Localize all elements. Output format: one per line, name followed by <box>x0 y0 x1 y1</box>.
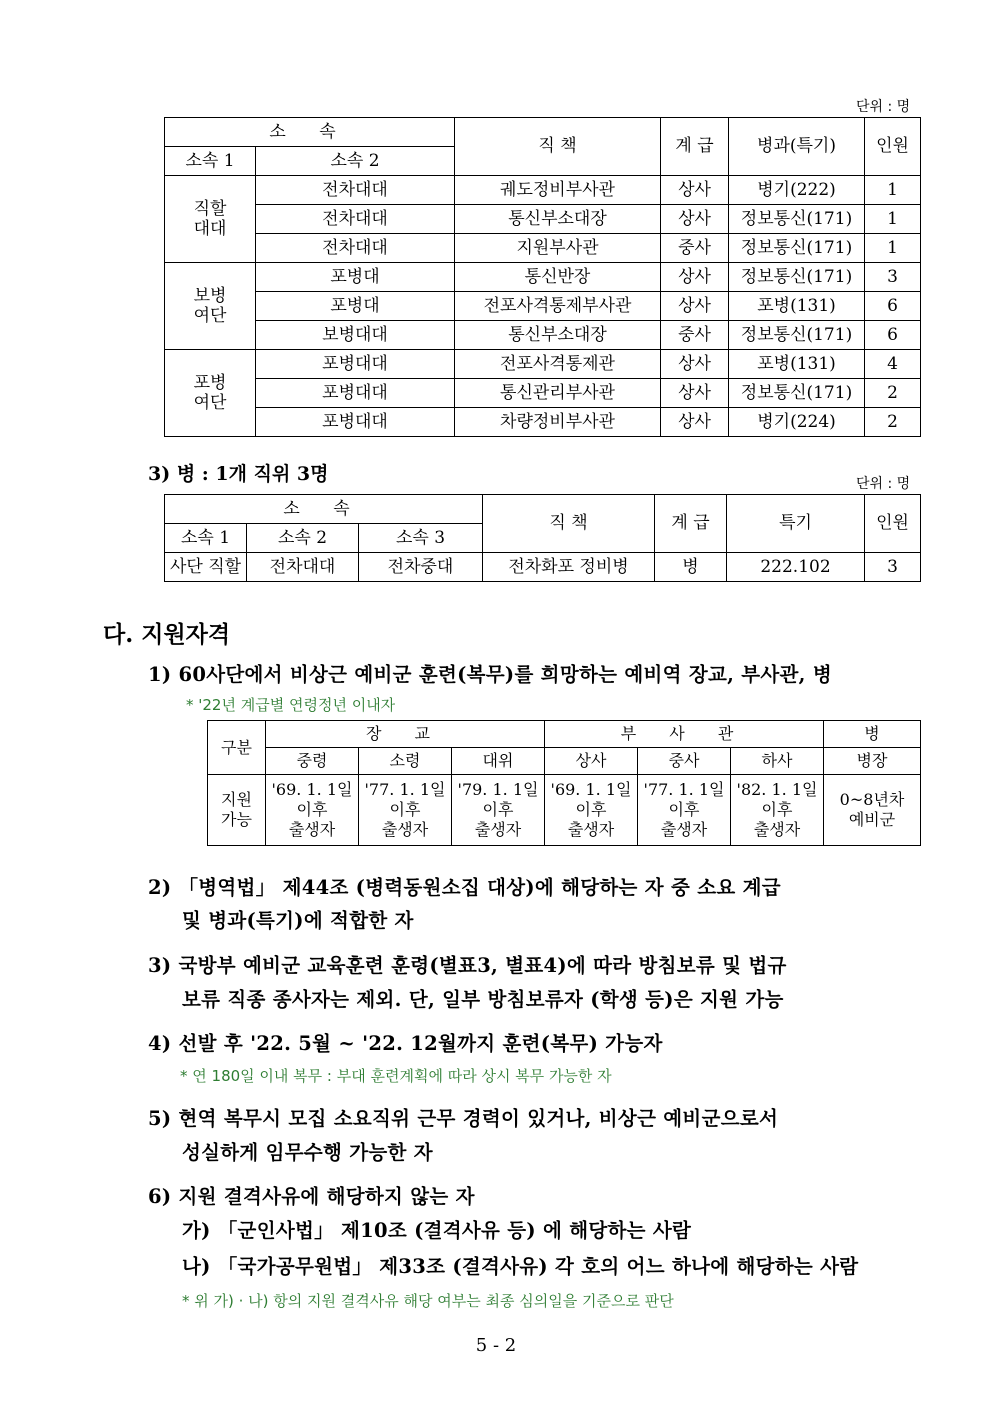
item-2-line-2: 및 병과(특기)에 적합한 자 <box>182 909 414 932</box>
cell-aff1: 사단 직할 <box>165 553 247 582</box>
header-enlisted: 병 <box>824 721 921 748</box>
item-3-line-2: 보류 직종 종사자는 제외. 단, 일부 방침보류자 (학생 등)은 지원 가능 <box>182 988 784 1011</box>
header-affiliation: 소 속 <box>165 495 483 524</box>
eligibility-table <box>207 720 921 846</box>
group-name: 직할 대대 <box>165 176 256 263</box>
rank-header: 상사 <box>545 748 638 775</box>
header-specialty: 특기 <box>727 495 865 553</box>
table-row <box>165 176 921 205</box>
note-6: * 위 가) · 나) 항의 지원 결격사유 해당 여부는 최종 심의일을 기준으로 판단 <box>182 1292 674 1310</box>
eligibility-cell: '69. 1. 1일 이후 출생자 <box>266 775 359 846</box>
row-label: 지원 가능 <box>208 775 266 846</box>
cell-rank: 상사 <box>661 205 729 234</box>
unit-label: 단위 : 명 <box>856 99 911 115</box>
unit-label: 단위 : 명 <box>856 476 911 492</box>
cell-branch: 정보통신(171) <box>729 234 865 263</box>
header-affiliation: 소 속 <box>165 118 455 147</box>
cell-duty: 지원부사관 <box>455 234 661 263</box>
enlisted-positions-table <box>164 494 921 582</box>
table-row <box>165 379 921 408</box>
header-aff1: 소속 1 <box>165 524 247 553</box>
rank-header: 중령 <box>266 748 359 775</box>
table-row <box>165 205 921 234</box>
group-name: 포병 여단 <box>165 350 256 437</box>
cell-rank: 상사 <box>661 292 729 321</box>
cell-branch: 정보통신(171) <box>729 263 865 292</box>
cell-rank: 병 <box>655 553 727 582</box>
header-aff1: 소속 1 <box>165 147 256 176</box>
cell-count: 3 <box>865 553 921 582</box>
cell-aff2: 포병대 <box>256 292 455 321</box>
cell-duty: 전차화포 정비병 <box>483 553 655 582</box>
eligibility-cell: '77. 1. 1일 이후 출생자 <box>638 775 731 846</box>
cell-rank: 상사 <box>661 350 729 379</box>
cell-duty: 차량정비부사관 <box>455 408 661 437</box>
section-da-heading: 다. 지원자격 <box>103 621 231 648</box>
eligibility-cell: '82. 1. 1일 이후 출생자 <box>731 775 824 846</box>
cell-aff2: 보병대대 <box>256 321 455 350</box>
cell-rank: 중사 <box>661 321 729 350</box>
header-aff3: 소속 3 <box>359 524 483 553</box>
cell-aff2: 전차대대 <box>256 205 455 234</box>
cell-count: 1 <box>865 234 921 263</box>
cell-aff2: 전차대대 <box>256 176 455 205</box>
cell-count: 1 <box>865 205 921 234</box>
item-6: 6) 지원 결격사유에 해당하지 않는 자 <box>148 1185 475 1208</box>
rank-header: 병장 <box>824 748 921 775</box>
rank-header: 대위 <box>452 748 545 775</box>
table-row <box>165 321 921 350</box>
header-aff2: 소속 2 <box>247 524 359 553</box>
cell-rank: 상사 <box>661 176 729 205</box>
cell-count: 6 <box>865 321 921 350</box>
cell-duty: 전포사격통제부사관 <box>455 292 661 321</box>
header-branch: 병과(특기) <box>729 118 865 176</box>
cell-rank: 상사 <box>661 379 729 408</box>
header-aff2: 소속 2 <box>256 147 455 176</box>
table-row <box>165 234 921 263</box>
cell-count: 3 <box>865 263 921 292</box>
eligibility-cell: '77. 1. 1일 이후 출생자 <box>359 775 452 846</box>
header-count: 인원 <box>865 495 921 553</box>
header-count: 인원 <box>865 118 921 176</box>
rank-header: 소령 <box>359 748 452 775</box>
cell-aff2: 포병대대 <box>256 379 455 408</box>
item-5-line-1: 5) 현역 복무시 모집 소요직위 근무 경력이 있거나, 비상근 예비군으로서 <box>148 1107 779 1130</box>
cell-count: 2 <box>865 379 921 408</box>
nco-positions-table <box>164 117 921 437</box>
cell-duty: 전포사격통제관 <box>455 350 661 379</box>
header-rank: 계 급 <box>655 495 727 553</box>
rank-header: 하사 <box>731 748 824 775</box>
cell-aff2: 전차대대 <box>247 553 359 582</box>
header-division: 구분 <box>208 721 266 775</box>
note-1: * '22년 계급별 연령정년 이내자 <box>186 696 396 714</box>
table-row <box>165 408 921 437</box>
eligibility-cell: '69. 1. 1일 이후 출생자 <box>545 775 638 846</box>
cell-branch: 포병(131) <box>729 292 865 321</box>
cell-rank: 상사 <box>661 263 729 292</box>
cell-branch: 병기(222) <box>729 176 865 205</box>
item-1: 1) 60사단에서 비상근 예비군 훈련(복무)를 희망하는 예비역 장교, 부사관, 병 <box>148 663 832 686</box>
rank-header: 중사 <box>638 748 731 775</box>
header-duty: 직 책 <box>455 118 661 176</box>
item-5-line-2: 성실하게 임무수행 가능한 자 <box>182 1141 433 1164</box>
cell-duty: 통신부소대장 <box>455 321 661 350</box>
cell-aff2: 전차대대 <box>256 234 455 263</box>
section-3-title: 3) 병 : 1개 직위 3명 <box>148 463 329 485</box>
header-officer: 장 교 <box>266 721 545 748</box>
header-nco: 부 사 관 <box>545 721 824 748</box>
group-name: 보병 여단 <box>165 263 256 350</box>
cell-aff2: 포병대대 <box>256 408 455 437</box>
table-row <box>165 292 921 321</box>
cell-count: 1 <box>865 176 921 205</box>
page-number: 5 - 2 <box>475 1335 517 1356</box>
cell-count: 4 <box>865 350 921 379</box>
cell-branch: 병기(224) <box>729 408 865 437</box>
cell-duty: 궤도정비부사관 <box>455 176 661 205</box>
header-rank: 계 급 <box>661 118 729 176</box>
cell-duty: 통신반장 <box>455 263 661 292</box>
cell-rank: 상사 <box>661 408 729 437</box>
cell-count: 2 <box>865 408 921 437</box>
cell-branch: 정보통신(171) <box>729 321 865 350</box>
eligibility-cell: '79. 1. 1일 이후 출생자 <box>452 775 545 846</box>
item-2-line-1: 2) 「병역법」 제44조 (병력동원소집 대상)에 해당하는 자 중 소요 계급 <box>148 876 781 899</box>
table-row <box>165 263 921 292</box>
cell-aff2: 포병대 <box>256 263 455 292</box>
cell-duty: 통신부소대장 <box>455 205 661 234</box>
cell-duty: 통신관리부사관 <box>455 379 661 408</box>
cell-count: 6 <box>865 292 921 321</box>
note-4: * 연 180일 이내 복무 : 부대 훈련계획에 따라 상시 복무 가능한 자 <box>180 1067 612 1085</box>
eligibility-cell-enlisted: 0~8년차 예비군 <box>824 775 921 846</box>
cell-branch: 정보통신(171) <box>729 205 865 234</box>
table-row <box>165 350 921 379</box>
table-row <box>165 553 921 582</box>
header-duty: 직 책 <box>483 495 655 553</box>
cell-rank: 중사 <box>661 234 729 263</box>
cell-specialty: 222.102 <box>727 553 865 582</box>
item-4: 4) 선발 후 '22. 5월 ~ '22. 12월까지 훈련(복무) 가능자 <box>148 1032 663 1055</box>
cell-branch: 정보통신(171) <box>729 379 865 408</box>
cell-branch: 포병(131) <box>729 350 865 379</box>
cell-aff3: 전차중대 <box>359 553 483 582</box>
cell-aff2: 포병대대 <box>256 350 455 379</box>
item-3-line-1: 3) 국방부 예비군 교육훈련 훈령(별표3, 별표4)에 따라 방침보류 및 법규 <box>148 954 787 977</box>
table-row <box>208 775 921 846</box>
item-6-ga: 가) 「군인사법」 제10조 (결격사유 등) 에 해당하는 사람 <box>182 1219 692 1242</box>
item-6-na: 나) 「국가공무원법」 제33조 (결격사유) 각 호의 어느 하나에 해당하는 사람 <box>182 1255 859 1278</box>
